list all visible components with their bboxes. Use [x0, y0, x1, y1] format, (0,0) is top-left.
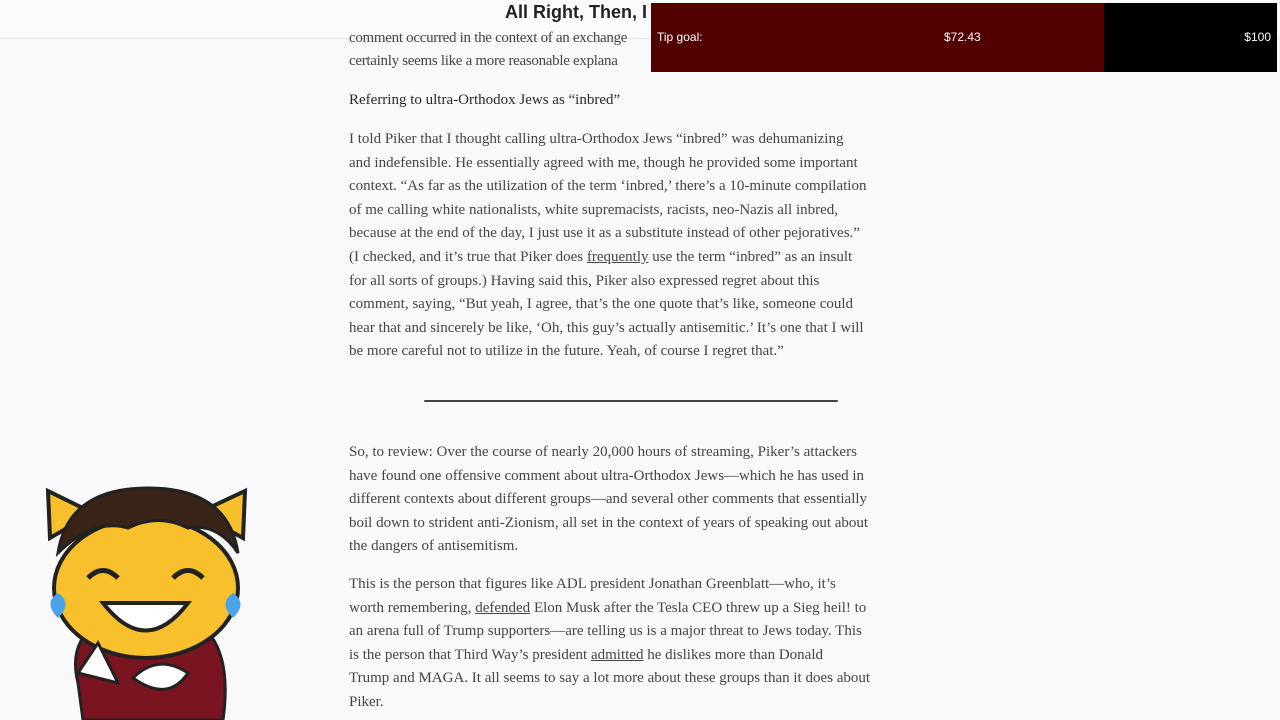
- line-text: is the person that Third Way’s president: [349, 646, 591, 663]
- line-text: an arena full of Trump supporters—are telling us is a major threat to Jews today. This: [349, 623, 862, 640]
- line-text: the dangers of antisemitism.: [349, 538, 519, 555]
- paragraph-line: [349, 339, 784, 363]
- line-text: Elon Musk after the Tesla CEO threw up a Sieg heil! to: [530, 599, 867, 616]
- paragraph-line: [349, 198, 838, 222]
- paragraph-line: [349, 534, 518, 558]
- line-text: I told Piker that I thought calling ultra-Orthodox Jews “inbred” was dehumanizing: [349, 131, 844, 147]
- paragraph-line: [349, 245, 852, 269]
- laughing-cat-mascot-icon: [38, 483, 253, 720]
- partial-line: comment occurred in the context of an exchange: [349, 30, 628, 46]
- paragraph-line: [349, 151, 858, 175]
- tip-goal-progress-fill: [651, 3, 1104, 72]
- paragraph-line: [349, 511, 868, 535]
- line-text: Piker.: [349, 694, 384, 710]
- tip-goal-current: $72.43: [944, 30, 981, 44]
- line-text: hear that and sincerely be like, ‘Oh, this guy’s actually antisemitic.’ It’s one that I will: [349, 319, 864, 336]
- line-text: Trump and MAGA. It all seems to say a lot more about these groups than it does about: [349, 670, 871, 687]
- tip-goal-target: $100: [1244, 30, 1271, 44]
- line-text: This is the person that figures like ADL president Jonathan Greenblatt—who, it’s: [349, 576, 836, 592]
- line-text: So, to review: Over the course of nearly 20,000 hours of streaming, Piker’s attackers: [349, 444, 857, 460]
- paragraph-line: [349, 464, 864, 488]
- paragraph-line: [349, 440, 857, 464]
- inline-link-admitted[interactable]: admitted: [590, 646, 644, 663]
- section-subhead: Referring to ultra-Orthodox Jews as “inbred”: [349, 92, 621, 108]
- line-text: (I checked, and it’s true that Piker does: [349, 249, 587, 265]
- inline-link-defended[interactable]: defended: [475, 599, 531, 616]
- line-text: for all sorts of groups.) Having said this, Piker also expressed regret about this: [349, 272, 820, 289]
- paragraph-line: [349, 619, 862, 643]
- line-text: because at the end of the day, I just use it as a substitute instead of other pejoratives.”: [349, 225, 860, 242]
- paragraph-line: [349, 221, 860, 245]
- paragraph-line: [349, 269, 819, 293]
- paragraph-line: [349, 596, 866, 620]
- paragraph-line: [349, 174, 866, 198]
- line-text: different contexts about different groups—and several other comments that essentially: [349, 491, 868, 508]
- paragraph-line: [349, 127, 843, 151]
- line-text: worth remembering,: [349, 599, 476, 616]
- line-text: context. “As far as the utilization of the term ‘inbred,’ there’s a 10-minute compilation: [349, 178, 867, 195]
- line-text: boil down to strident anti-Zionism, all set in the context of years of speaking out about: [349, 514, 869, 531]
- line-text: of me calling white nationalists, white supremacists, racists, neo-Nazis all inbred,: [349, 201, 839, 218]
- tip-goal-bar: [651, 3, 1277, 72]
- paragraph-line: [349, 572, 836, 596]
- inline-link-frequently[interactable]: frequently: [586, 249, 649, 265]
- paragraph-line: [349, 292, 853, 316]
- article-title: All Right, Then, I: [505, 2, 647, 22]
- paragraph-line: [349, 666, 870, 690]
- paragraph-line: [349, 487, 867, 511]
- line-text: comment, saying, “But yeah, I agree, that’s the one quote that’s like, someone could: [349, 296, 854, 313]
- paragraph-line: [349, 643, 823, 667]
- tip-goal-label: Tip goal:: [657, 30, 703, 44]
- paragraph-line: [349, 690, 384, 714]
- line-text: be more careful not to utilize in the future. Yeah, of course I regret that.”: [349, 343, 784, 360]
- partial-line: certainly seems like a more reasonable explana: [349, 53, 618, 69]
- line-text: and indefensible. He essentially agreed with me, though he provided some important: [349, 154, 858, 171]
- line-text: use the term “inbred” as an insult: [648, 249, 853, 265]
- section-divider: [424, 400, 838, 402]
- line-text: have found one offensive comment about ultra-Orthodox Jews—which he has used in: [349, 467, 865, 484]
- paragraph-line: [349, 316, 864, 340]
- line-text: he dislikes more than Donald: [643, 646, 823, 663]
